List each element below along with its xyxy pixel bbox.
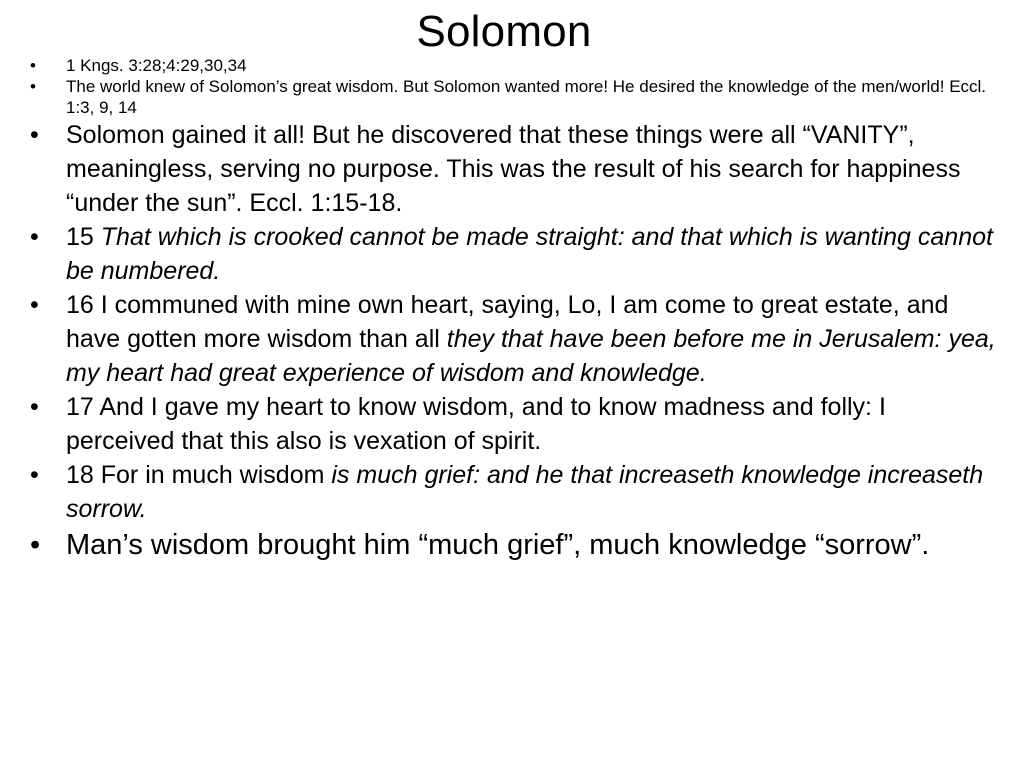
bullet-text: The world knew of Solomon’s great wisdom. But Solomon wanted more! He desired the knowledge of the men/world! Eccl. 1:3, 9, 14	[66, 77, 987, 117]
bullet-text: Man’s wisdom brought him “much grief”, much knowledge “sorrow”.	[66, 529, 930, 561]
bullet-dot-icon: •	[30, 223, 39, 251]
bullet-text: 17 And I gave my heart to know wisdom, and to know madness and folly: I perceived that this also is vexation of spirit.	[66, 393, 886, 455]
bullet-item	[30, 76, 998, 118]
bullet-dot-icon: •	[30, 56, 36, 75]
slide-title: Solomon	[416, 7, 592, 56]
bullet-dot-icon: •	[30, 121, 39, 149]
bullet-list	[30, 55, 998, 564]
bullet-item	[30, 220, 998, 288]
bullet-text: Solomon gained it all! But he discovered that these things were all “VANITY”, meaningless, serving no purpose. This was the result of his search for happiness “under the sun”. Eccl. 1:15-18.	[66, 121, 961, 217]
bullet-item	[30, 526, 998, 564]
bullet-dot-icon: •	[30, 393, 39, 421]
bullet-text: 1 Kngs. 3:28;4:29,30,34	[66, 56, 247, 75]
bullet-dot-icon: •	[30, 291, 39, 319]
bullet-text-italic: is much grief: and he that increaseth knowledge increaseth sorrow.	[66, 461, 984, 523]
bullet-dot-icon: •	[30, 77, 36, 96]
bullet-text: 15	[66, 223, 101, 251]
bullet-dot-icon: •	[30, 529, 41, 561]
bullet-item	[30, 118, 998, 220]
bullet-text: 16 I communed with mine own heart, saying, Lo, I am come to great estate, and have gotten more wisdom than all	[66, 291, 949, 353]
bullet-item	[30, 390, 998, 458]
bullet-item	[30, 288, 998, 390]
bullet-text: 18 For in much wisdom	[66, 461, 332, 489]
bullet-item	[30, 458, 998, 526]
bullet-text-italic: That which is crooked cannot be made straight: and that which is wanting cannot be numbered.	[66, 223, 993, 285]
bullet-item	[30, 55, 998, 76]
bullet-dot-icon: •	[30, 461, 39, 489]
bullet-text-italic: they that have been before me in Jerusalem: yea, my heart had great experience of wisdom and knowledge.	[66, 325, 996, 387]
